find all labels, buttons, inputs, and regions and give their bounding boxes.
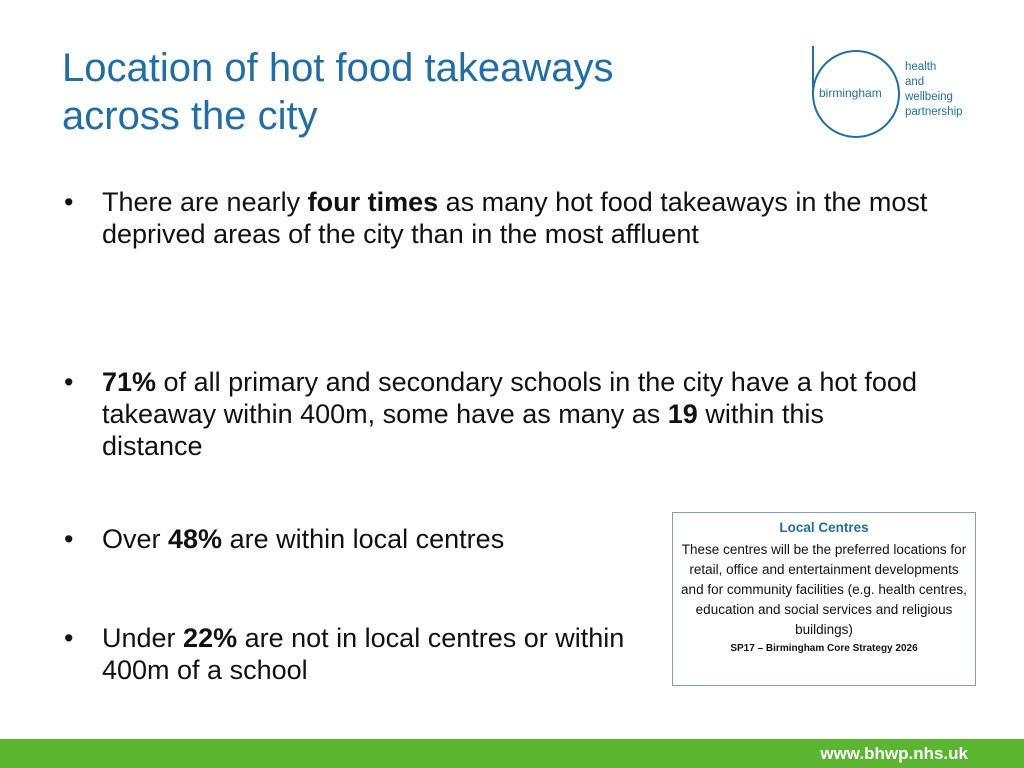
local-centres-callout [672,512,976,686]
callout-source: SP17 – Birmingham Core Strategy 2026 [730,643,918,654]
bullet-item [64,622,644,686]
bullet-marker: • [64,524,74,554]
title-line-1: Location of hot food takeaways [62,46,614,90]
page-title [62,44,762,140]
bullet-text-bold: 48% [168,524,223,554]
bullet-text-post: are not in local centres or within 400m of a school [102,623,625,685]
bullet-text-pre: Under [102,623,184,653]
logo-line-and: and [905,76,925,88]
bullet-marker: • [64,367,74,397]
bullet-text-post: are within local centres [222,524,505,554]
logo-tagline [905,60,963,120]
footer-bar [0,739,1024,768]
bullet-text-bold: 71% [102,367,157,397]
bullet-text-post: as many hot food takeaways in the most deprived areas of the city than in the most affluent [102,187,928,249]
bullet-text-post: within this distance [102,399,824,461]
callout-title: Local Centres [779,520,869,535]
bullet-text [102,523,644,555]
logo-wordmark: birmingham [819,86,882,100]
bullet-text-bold: four times [307,187,439,217]
logo-line-wellbeing: wellbeing [905,91,953,103]
callout-body: These centres will be the preferred locations for retail, office and entertainment developments and for community facilities (e.g. health centres, education and social services and religious buildings) [681,542,967,637]
bhwp-logo [808,46,988,142]
logo-line-health: health [905,61,937,73]
bullet-text [102,622,644,686]
bullet-text [102,366,924,462]
logo-line-partnership: partnership [905,106,963,118]
bullet-text-pre: Over [102,524,169,554]
logo-bar-icon [812,46,814,96]
title-line-2: across the city [62,94,318,138]
bullet-text [102,186,954,250]
footer-url-link[interactable]: www.bhwp.nhs.uk [820,744,968,763]
bullet-text-pre: There are nearly [102,187,308,217]
bullet-text-mid: of all primary and secondary schools in the city have a hot food takeaway within 400m, some have as many as [102,367,917,429]
bullet-text-bold: 22% [183,623,238,653]
bullet-marker: • [64,623,74,653]
bullet-item [64,366,924,462]
bullet-text-bold-2: 19 [667,399,698,429]
bullet-marker: • [64,187,74,217]
bullet-item [64,186,954,250]
bullet-item [64,523,644,555]
